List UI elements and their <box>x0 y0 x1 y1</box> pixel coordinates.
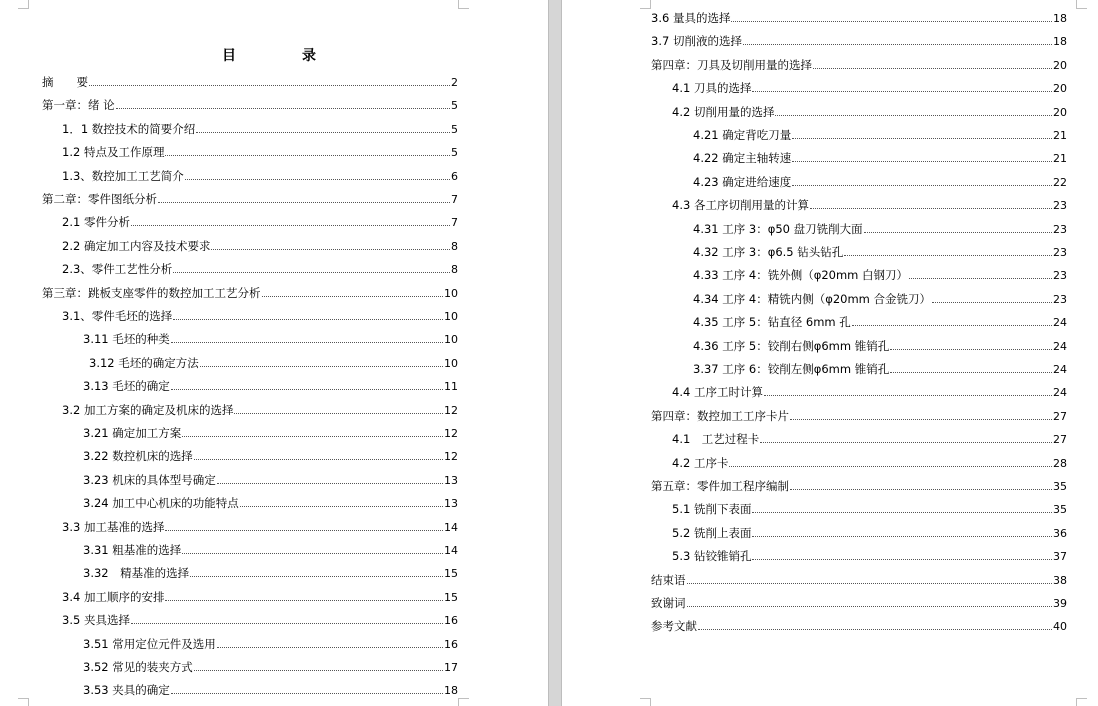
toc-entry-page-number: 17 <box>444 661 458 674</box>
toc-entry-label: 3.37 工序 6：铰削左侧φ6mm 锥销孔 <box>693 362 890 376</box>
toc-entry[interactable] <box>42 191 458 207</box>
toc-entry-page-number: 35 <box>1053 503 1067 517</box>
toc-entry[interactable] <box>693 338 1067 354</box>
dot-leader <box>116 107 450 109</box>
dot-leader <box>810 207 1052 209</box>
toc-entry-label: 4.31 工序 3：φ50 盘刀铣削大面 <box>693 221 863 236</box>
toc-entry-page-number: 20 <box>1053 58 1067 72</box>
toc-entry[interactable] <box>651 572 1067 588</box>
toc-entry[interactable] <box>42 74 458 90</box>
toc-entry[interactable] <box>83 565 458 581</box>
toc-entry-page-number: 36 <box>1053 526 1067 540</box>
toc-entry-label: 第三章：跳板支座零件的数控加工工艺分析 <box>42 285 261 300</box>
toc-entry-page-number: 23 <box>1053 199 1067 213</box>
toc-entry-page-number: 10 <box>444 356 458 370</box>
toc-entry-label: 5.3 钻铰锥销孔 <box>672 549 752 564</box>
toc-entry-page-number: 37 <box>1053 550 1067 564</box>
toc-entry-page-number: 13 <box>444 473 458 487</box>
dot-leader <box>731 20 1052 22</box>
toc-entry[interactable] <box>62 121 458 137</box>
toc-entry-page-number: 35 <box>1053 480 1067 493</box>
dot-leader <box>775 114 1052 116</box>
dot-leader <box>165 599 443 601</box>
toc-entry-label: 3.5 夹具选择 <box>62 613 130 628</box>
toc-entry-label: 4.1 工艺过程卡 <box>672 432 760 447</box>
toc-entry-page-number: 18 <box>444 684 458 698</box>
dot-leader <box>909 277 1052 279</box>
toc-entry[interactable] <box>62 612 458 628</box>
dot-leader <box>173 318 443 320</box>
toc-entry-label: 第四章：数控加工工序卡片 <box>651 408 789 423</box>
dot-leader <box>131 224 450 226</box>
toc-entry-page-number: 24 <box>1053 316 1067 330</box>
toc-entry-page-number: 16 <box>444 637 458 651</box>
toc-entry[interactable] <box>693 221 1067 237</box>
toc-entry[interactable] <box>83 331 458 347</box>
toc-entry-page-number: 27 <box>1053 433 1067 447</box>
toc-entry[interactable] <box>693 291 1067 307</box>
toc-entry-label: 第二章：零件图纸分析 <box>42 192 157 206</box>
toc-entry[interactable] <box>83 425 458 441</box>
dot-leader <box>932 301 1052 303</box>
document-page-right <box>562 0 1098 706</box>
toc-entry[interactable] <box>83 682 458 698</box>
toc-entry[interactable] <box>83 448 458 464</box>
dot-leader <box>89 84 450 86</box>
toc-entry[interactable] <box>672 80 1067 96</box>
dot-leader <box>158 201 450 203</box>
toc-entry[interactable] <box>83 636 458 652</box>
dot-leader <box>698 628 1052 630</box>
toc-entry-page-number: 23 <box>1053 269 1067 283</box>
toc-entry-label: 3.23 机床的具体型号确定 <box>83 472 216 487</box>
toc-entry[interactable] <box>651 10 1067 26</box>
toc-entry-page-number: 28 <box>1053 456 1067 470</box>
dot-leader <box>743 43 1052 45</box>
toc-entry[interactable] <box>62 168 458 184</box>
dot-leader <box>182 435 443 437</box>
dot-leader <box>844 254 1052 256</box>
dot-leader <box>764 394 1052 396</box>
toc-entry[interactable] <box>693 361 1067 377</box>
toc-entry-label: 4.3 各工序切削用量的计算 <box>672 198 809 213</box>
toc-entry-label: 2.3、零件工艺性分析 <box>62 262 173 277</box>
toc-entry-label: 结束语 <box>651 572 686 587</box>
toc-entry-label: 3.12 毛坯的确定方法 <box>89 355 199 370</box>
toc-entry-page-number: 13 <box>444 497 458 511</box>
toc-entry-page-number: 20 <box>1053 82 1067 96</box>
toc-entry-page-number: 21 <box>1053 129 1067 142</box>
crop-mark <box>18 0 29 9</box>
toc-entry-page-number: 2 <box>451 76 458 89</box>
dot-leader <box>165 154 450 156</box>
toc-entry[interactable] <box>672 104 1067 120</box>
toc-entry-page-number: 12 <box>444 450 458 464</box>
dot-leader <box>752 558 1052 560</box>
toc-entry[interactable] <box>672 455 1067 471</box>
toc-entry[interactable] <box>62 214 458 230</box>
toc-entry-page-number: 5 <box>451 146 458 160</box>
toc-entry-label: 致谢词 <box>651 596 686 610</box>
dot-leader <box>752 90 1052 92</box>
toc-entry-page-number: 22 <box>1053 175 1067 189</box>
toc-entry-label: 3.1、零件毛坯的选择 <box>62 309 173 323</box>
dot-leader <box>792 184 1052 186</box>
toc-entry[interactable] <box>693 127 1067 143</box>
toc-entry[interactable] <box>672 501 1067 517</box>
dot-leader <box>752 511 1052 513</box>
dot-leader <box>182 552 443 554</box>
toc-entry-page-number: 38 <box>1053 573 1067 587</box>
toc-entry-label: 3.31 粗基准的选择 <box>83 543 182 557</box>
toc-entry-label: 4.32 工序 3：φ6.5 钻头钻孔 <box>693 245 844 259</box>
toc-entry-label: 4.36 工序 5：铰削右侧φ6mm 锥销孔 <box>693 338 890 353</box>
dot-leader <box>171 388 443 390</box>
toc-entry-page-number: 18 <box>1053 35 1067 49</box>
toc-entry-label: 4.33 工序 4：铣外侧（φ20mm 白钢刀） <box>693 268 909 283</box>
dot-leader <box>240 505 443 507</box>
toc-entry[interactable] <box>693 244 1067 260</box>
toc-entry[interactable] <box>672 525 1067 541</box>
toc-entry-label: 4.2 工序卡 <box>672 455 729 470</box>
toc-entry-label: 摘 要 <box>42 75 88 89</box>
toc-entry-label: 1.3、数控加工工艺简介 <box>62 168 184 183</box>
toc-entry-page-number: 15 <box>444 590 458 604</box>
toc-entry-page-number: 8 <box>451 263 458 277</box>
dot-leader <box>760 441 1052 443</box>
toc-entry-label: 5.2 铣削上表面 <box>672 525 752 540</box>
toc-entry-page-number: 18 <box>1053 12 1067 25</box>
toc-entry[interactable] <box>693 314 1067 330</box>
toc-entry-label: 参考文献 <box>651 619 697 634</box>
dot-leader <box>790 418 1052 420</box>
dot-leader <box>234 412 443 414</box>
crop-mark <box>458 0 469 9</box>
dot-leader <box>171 341 443 343</box>
toc-entry-page-number: 6 <box>451 169 458 183</box>
toc-entry-label: 1．1 数控技术的简要介绍 <box>62 121 196 136</box>
toc-title: 目 录 <box>222 48 342 64</box>
toc-entry-label: 3.22 数控机床的选择 <box>83 449 193 464</box>
toc-entry[interactable] <box>62 589 458 605</box>
dot-leader <box>890 371 1052 373</box>
toc-entry-page-number: 14 <box>444 544 458 557</box>
toc-entry-label: 4.23 确定进给速度 <box>693 174 792 189</box>
toc-entry-label: 5.1 铣削下表面 <box>672 502 752 517</box>
crop-mark <box>640 698 651 706</box>
dot-leader <box>217 646 443 648</box>
toc-entry[interactable] <box>672 197 1067 213</box>
toc-entry[interactable] <box>62 261 458 277</box>
dot-leader <box>196 131 450 133</box>
toc-entry-page-number: 10 <box>444 286 458 300</box>
toc-entry-label: 3.53 夹具的确定 <box>83 683 170 698</box>
dot-leader <box>729 465 1052 467</box>
toc-entry-label: 1.2 特点及工作原理 <box>62 145 165 160</box>
toc-entry[interactable] <box>651 57 1067 73</box>
toc-entry-page-number: 11 <box>444 380 458 394</box>
toc-entry-label: 3.2 加工方案的确定及机床的选择 <box>62 402 234 417</box>
toc-entry[interactable] <box>83 542 458 558</box>
toc-entry-label: 4.35 工序 5：钻直径 6mm 孔 <box>693 315 851 330</box>
toc-entry-page-number: 5 <box>451 122 458 136</box>
toc-entry-page-number: 8 <box>451 239 458 253</box>
toc-entry-page-number: 39 <box>1053 597 1067 610</box>
toc-entry-page-number: 24 <box>1053 339 1067 353</box>
toc-entry-page-number: 10 <box>444 333 458 347</box>
toc-entry-label: 3.24 加工中心机床的功能特点 <box>83 496 239 511</box>
toc-entry-label: 3.11 毛坯的种类 <box>83 332 170 347</box>
dot-leader <box>790 488 1052 490</box>
crop-mark <box>458 698 469 706</box>
toc-entry-label: 3.3 加工基准的选择 <box>62 519 165 534</box>
toc-entry-page-number: 5 <box>451 99 458 113</box>
dot-leader <box>752 535 1052 537</box>
dot-leader <box>262 295 444 297</box>
toc-entry-page-number: 21 <box>1053 152 1067 166</box>
dot-leader <box>890 348 1052 350</box>
toc-entry-label: 第一章：绪 论 <box>42 98 115 113</box>
dot-leader <box>813 67 1052 69</box>
toc-entry-label: 2.2 确定加工内容及技术要求 <box>62 238 211 253</box>
toc-entry-label: 3.13 毛坯的确定 <box>83 379 170 394</box>
crop-mark <box>18 698 29 706</box>
dot-leader <box>171 692 443 694</box>
dot-leader <box>194 669 443 671</box>
toc-entry[interactable] <box>693 267 1067 283</box>
toc-entry-page-number: 23 <box>1053 222 1067 236</box>
page-gutter <box>548 0 562 706</box>
toc-entry[interactable] <box>42 97 458 113</box>
toc-entry-label: 4.1 刀具的选择 <box>672 81 752 96</box>
toc-entry[interactable] <box>62 519 458 535</box>
toc-entry-label: 3.6 量具的选择 <box>651 11 731 25</box>
toc-entry[interactable] <box>693 174 1067 190</box>
toc-entry[interactable] <box>83 495 458 511</box>
document-page-left <box>0 0 548 706</box>
crop-mark <box>640 0 651 9</box>
toc-entry[interactable] <box>42 285 458 301</box>
dot-leader <box>687 605 1053 607</box>
toc-entry[interactable] <box>672 548 1067 564</box>
toc-entry-page-number: 12 <box>444 403 458 417</box>
dot-leader <box>194 458 443 460</box>
toc-entry-page-number: 23 <box>1053 246 1067 259</box>
toc-entry-label: 4.22 确定主轴转速 <box>693 151 792 166</box>
dot-leader <box>165 529 443 531</box>
dot-leader <box>211 248 450 250</box>
toc-entry-label: 2.1 零件分析 <box>62 215 130 230</box>
toc-entry[interactable] <box>651 618 1067 634</box>
crop-mark <box>1076 698 1087 706</box>
toc-entry-page-number: 15 <box>444 567 458 581</box>
toc-entry[interactable] <box>83 659 458 675</box>
toc-entry-label: 4.4 工序工时计算 <box>672 385 763 400</box>
dot-leader <box>852 324 1052 326</box>
toc-entry[interactable] <box>651 33 1067 49</box>
toc-entry-label: 第五章：零件加工程序编制 <box>651 479 789 493</box>
toc-entry[interactable] <box>62 402 458 418</box>
toc-entry[interactable] <box>651 595 1067 611</box>
toc-entry-page-number: 16 <box>444 614 458 628</box>
toc-entry-page-number: 7 <box>451 216 458 230</box>
dot-leader <box>864 231 1052 233</box>
dot-leader <box>792 160 1052 162</box>
crop-mark <box>1076 0 1087 9</box>
toc-entry-page-number: 23 <box>1053 292 1067 306</box>
toc-entry-page-number: 14 <box>444 520 458 534</box>
toc-entry-page-number: 24 <box>1053 363 1067 376</box>
dot-leader <box>200 365 443 367</box>
dot-leader <box>131 622 443 624</box>
toc-entry[interactable] <box>693 150 1067 166</box>
toc-entry-page-number: 27 <box>1053 409 1067 423</box>
toc-entry[interactable] <box>83 472 458 488</box>
toc-entry[interactable] <box>83 378 458 394</box>
dot-leader <box>687 582 1053 584</box>
toc-entry-page-number: 7 <box>451 193 458 206</box>
toc-entry-label: 3.7 切削液的选择 <box>651 34 742 49</box>
toc-entry-label: 4.21 确定背吃刀量 <box>693 128 792 142</box>
toc-entry-label: 4.2 切削用量的选择 <box>672 104 775 119</box>
dot-leader <box>217 482 443 484</box>
toc-entry-label: 4.34 工序 4：精铣内侧（φ20mm 合金铣刀） <box>693 291 932 306</box>
dot-leader <box>190 575 443 577</box>
toc-entry-label: 3.32 精基准的选择 <box>83 566 190 581</box>
toc-entry-label: 3.52 常见的装夹方式 <box>83 660 193 674</box>
toc-entry-label: 第四章：刀具及切削用量的选择 <box>651 57 812 72</box>
toc-entry[interactable] <box>651 478 1067 494</box>
toc-entry-page-number: 24 <box>1053 386 1067 400</box>
toc-entry-label: 3.51 常用定位元件及选用 <box>83 636 216 651</box>
dot-leader <box>792 137 1052 139</box>
toc-entry-label: 3.4 加工顺序的安排 <box>62 589 165 604</box>
toc-entry-page-number: 10 <box>444 310 458 323</box>
toc-entry[interactable] <box>62 144 458 160</box>
toc-entry-label: 3.21 确定加工方案 <box>83 426 182 440</box>
toc-entry-page-number: 12 <box>444 427 458 440</box>
toc-entry[interactable] <box>89 355 458 371</box>
toc-entry[interactable] <box>62 308 458 324</box>
toc-entry[interactable] <box>62 238 458 254</box>
toc-entry-page-number: 20 <box>1053 105 1067 119</box>
toc-entry[interactable] <box>651 408 1067 424</box>
toc-entry[interactable] <box>672 384 1067 400</box>
dot-leader <box>185 178 450 180</box>
dot-leader <box>173 271 450 273</box>
toc-entry-page-number: 40 <box>1053 620 1067 634</box>
toc-entry[interactable] <box>672 431 1067 447</box>
